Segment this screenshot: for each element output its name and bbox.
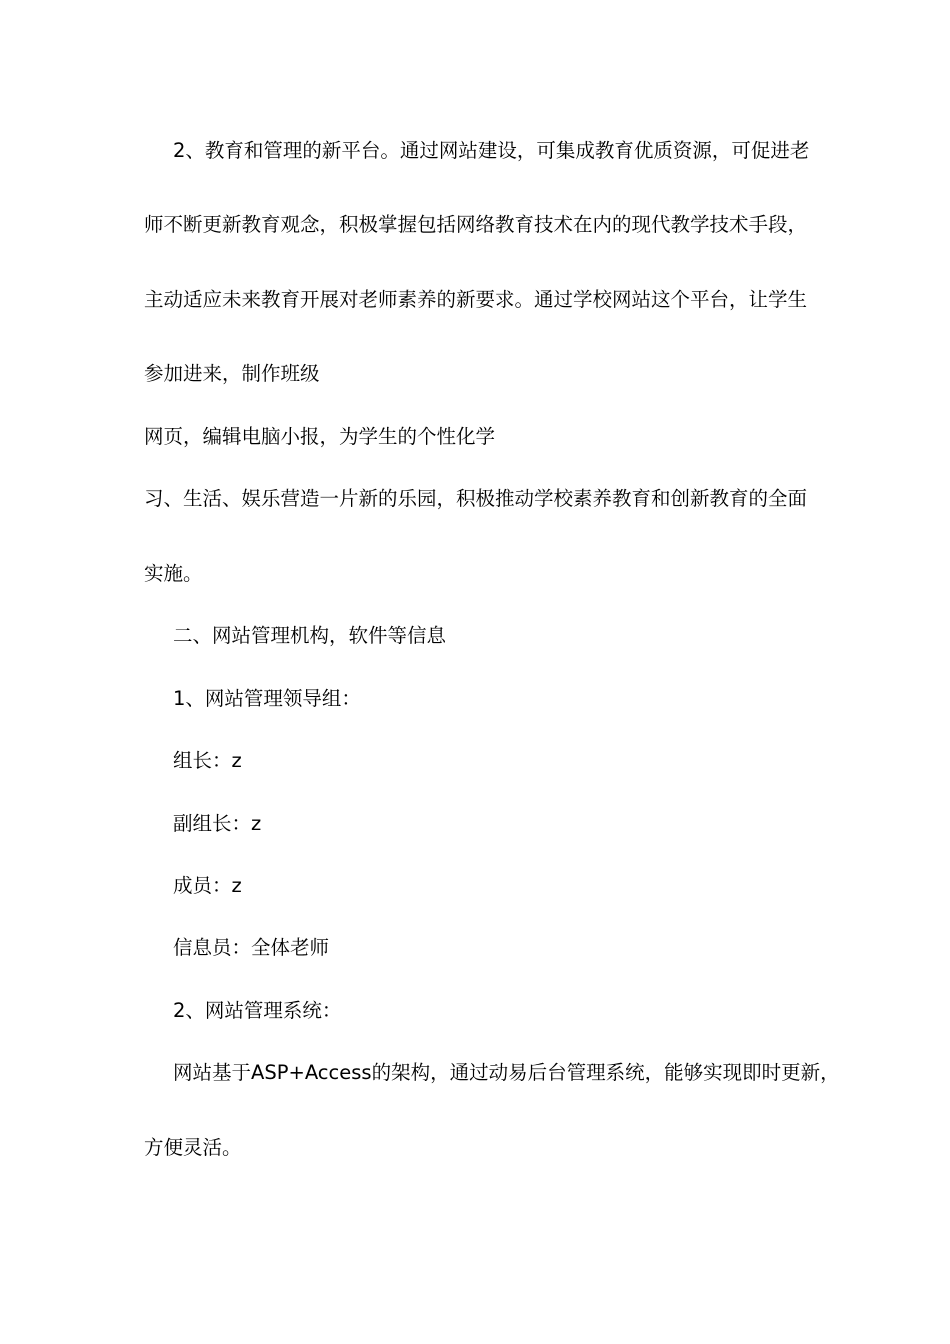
subheading-leadership-group: 1、网站管理领导组： [173,687,361,710]
paragraph-line-1: 2、教育和管理的新平台。通过网站建设，可集成教育优质资源，可促进老 [173,139,810,162]
deputy-leader-line: 副组长：z [173,812,262,835]
paragraph-line-7: 实施。 [144,562,203,585]
subheading-management-system: 2、网站管理系统： [173,999,342,1022]
paragraph-line-6: 习、生活、娱乐营造一片新的乐园，积极推动学校素养教育和创新教育的全面 [144,487,808,510]
information-officer-line: 信息员：全体老师 [173,936,330,959]
paragraph-line-4: 参加进来，制作班级 [144,362,320,385]
paragraph-line-3: 主动适应未来教育开展对老师素养的新要求。通过学校网站这个平台，让学生 [144,288,808,311]
system-description-line-1: 网站基于ASP+Access的架构，通过动易后台管理系统，能够实现即时更新， [173,1061,840,1084]
paragraph-line-5: 网页，编辑电脑小报，为学生的个性化学 [144,425,496,448]
paragraph-line-2: 师不断更新教育观念，积极掌握包括网络教育技术在内的现代教学技术手段， [144,213,808,236]
section-heading: 二、网站管理机构，软件等信息 [173,624,447,647]
members-line: 成员：z [173,874,242,897]
group-leader-line: 组长：z [173,749,242,772]
system-description-line-2: 方便灵活。 [144,1136,242,1159]
